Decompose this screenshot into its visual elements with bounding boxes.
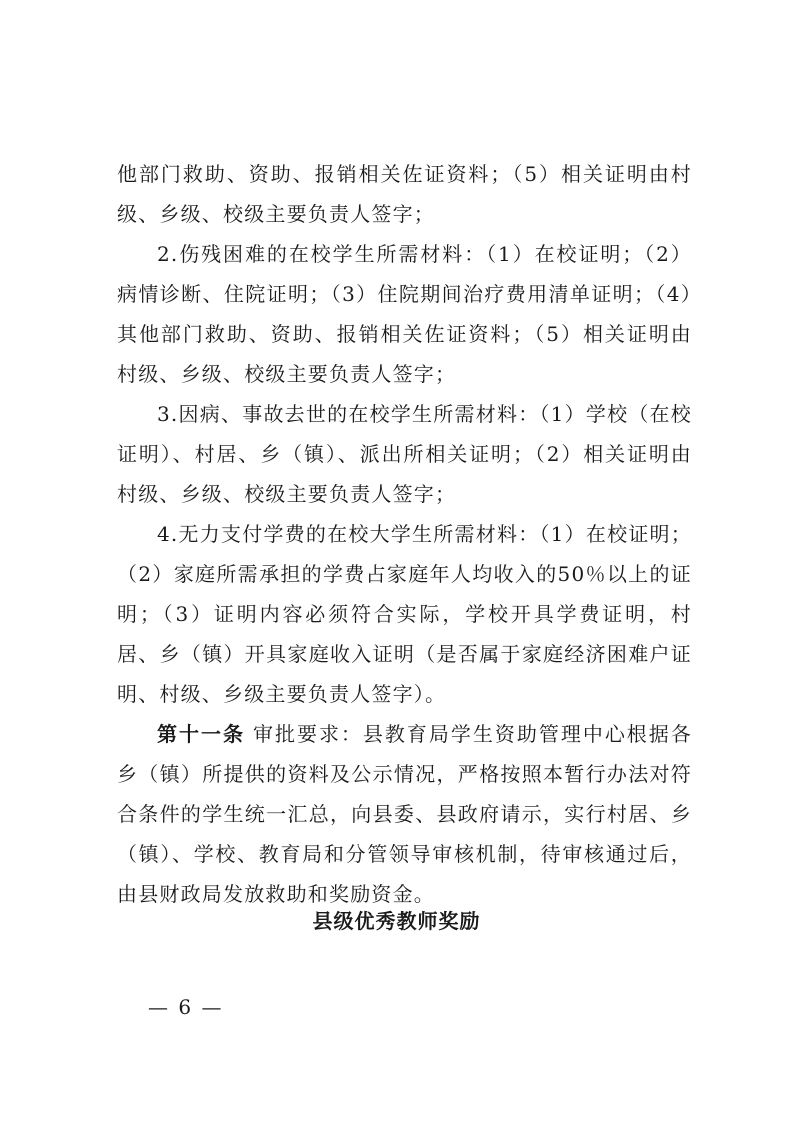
paragraph-item-3: 3.因病、事故去世的在校学生所需材料：（1）学校（在校证明）、村居、乡（镇）、派出所相关证明；（2）相关证明由村级、乡级、校级主要负责人签字； [117, 402, 692, 506]
body-text [117, 154, 692, 914]
paragraph-item-2: 2.伤残困难的在校学生所需材料：（1）在校证明；（2）病情诊断、住院证明；（3）住院期间治疗费用清单证明；（4）其他部门救助、资助、报销相关佐证资料；（5）相关证明由村级、乡级、校级主要负责人签字； [117, 242, 692, 386]
section-title: 县级优秀教师奖励 [312, 909, 481, 933]
paragraph-item-4: 4.无力支付学费的在校大学生所需材料：（1）在校证明；（2）家庭所需承担的学费占家庭年人均收入的50％以上的证明；（3）证明内容必须符合实际，学校开具学费证明，村居、乡（镇）开具家庭收入证明（是否属于家庭经济困难户证明、村级、乡级主要负责人签字）。 [117, 522, 692, 706]
paragraph-article-11 [117, 714, 692, 914]
article-number: 第十一条 [157, 722, 245, 746]
paragraph-continued: 他部门救助、资助、报销相关佐证资料；（5）相关证明由村级、乡级、校级主要负责人签字； [117, 162, 692, 226]
page-number: — 6 — [148, 995, 224, 1019]
article-text: 审批要求：县教育局学生资助管理中心根据各乡（镇）所提供的资料及公示情况，严格按照本暂行办法对符合条件的学生统一汇总，向县委、县政府请示，实行村居、乡（镇）、学校、教育局和分管领导审核机制，待审核通过后，由县财政局发放救助和奖励资金。 [117, 722, 692, 906]
